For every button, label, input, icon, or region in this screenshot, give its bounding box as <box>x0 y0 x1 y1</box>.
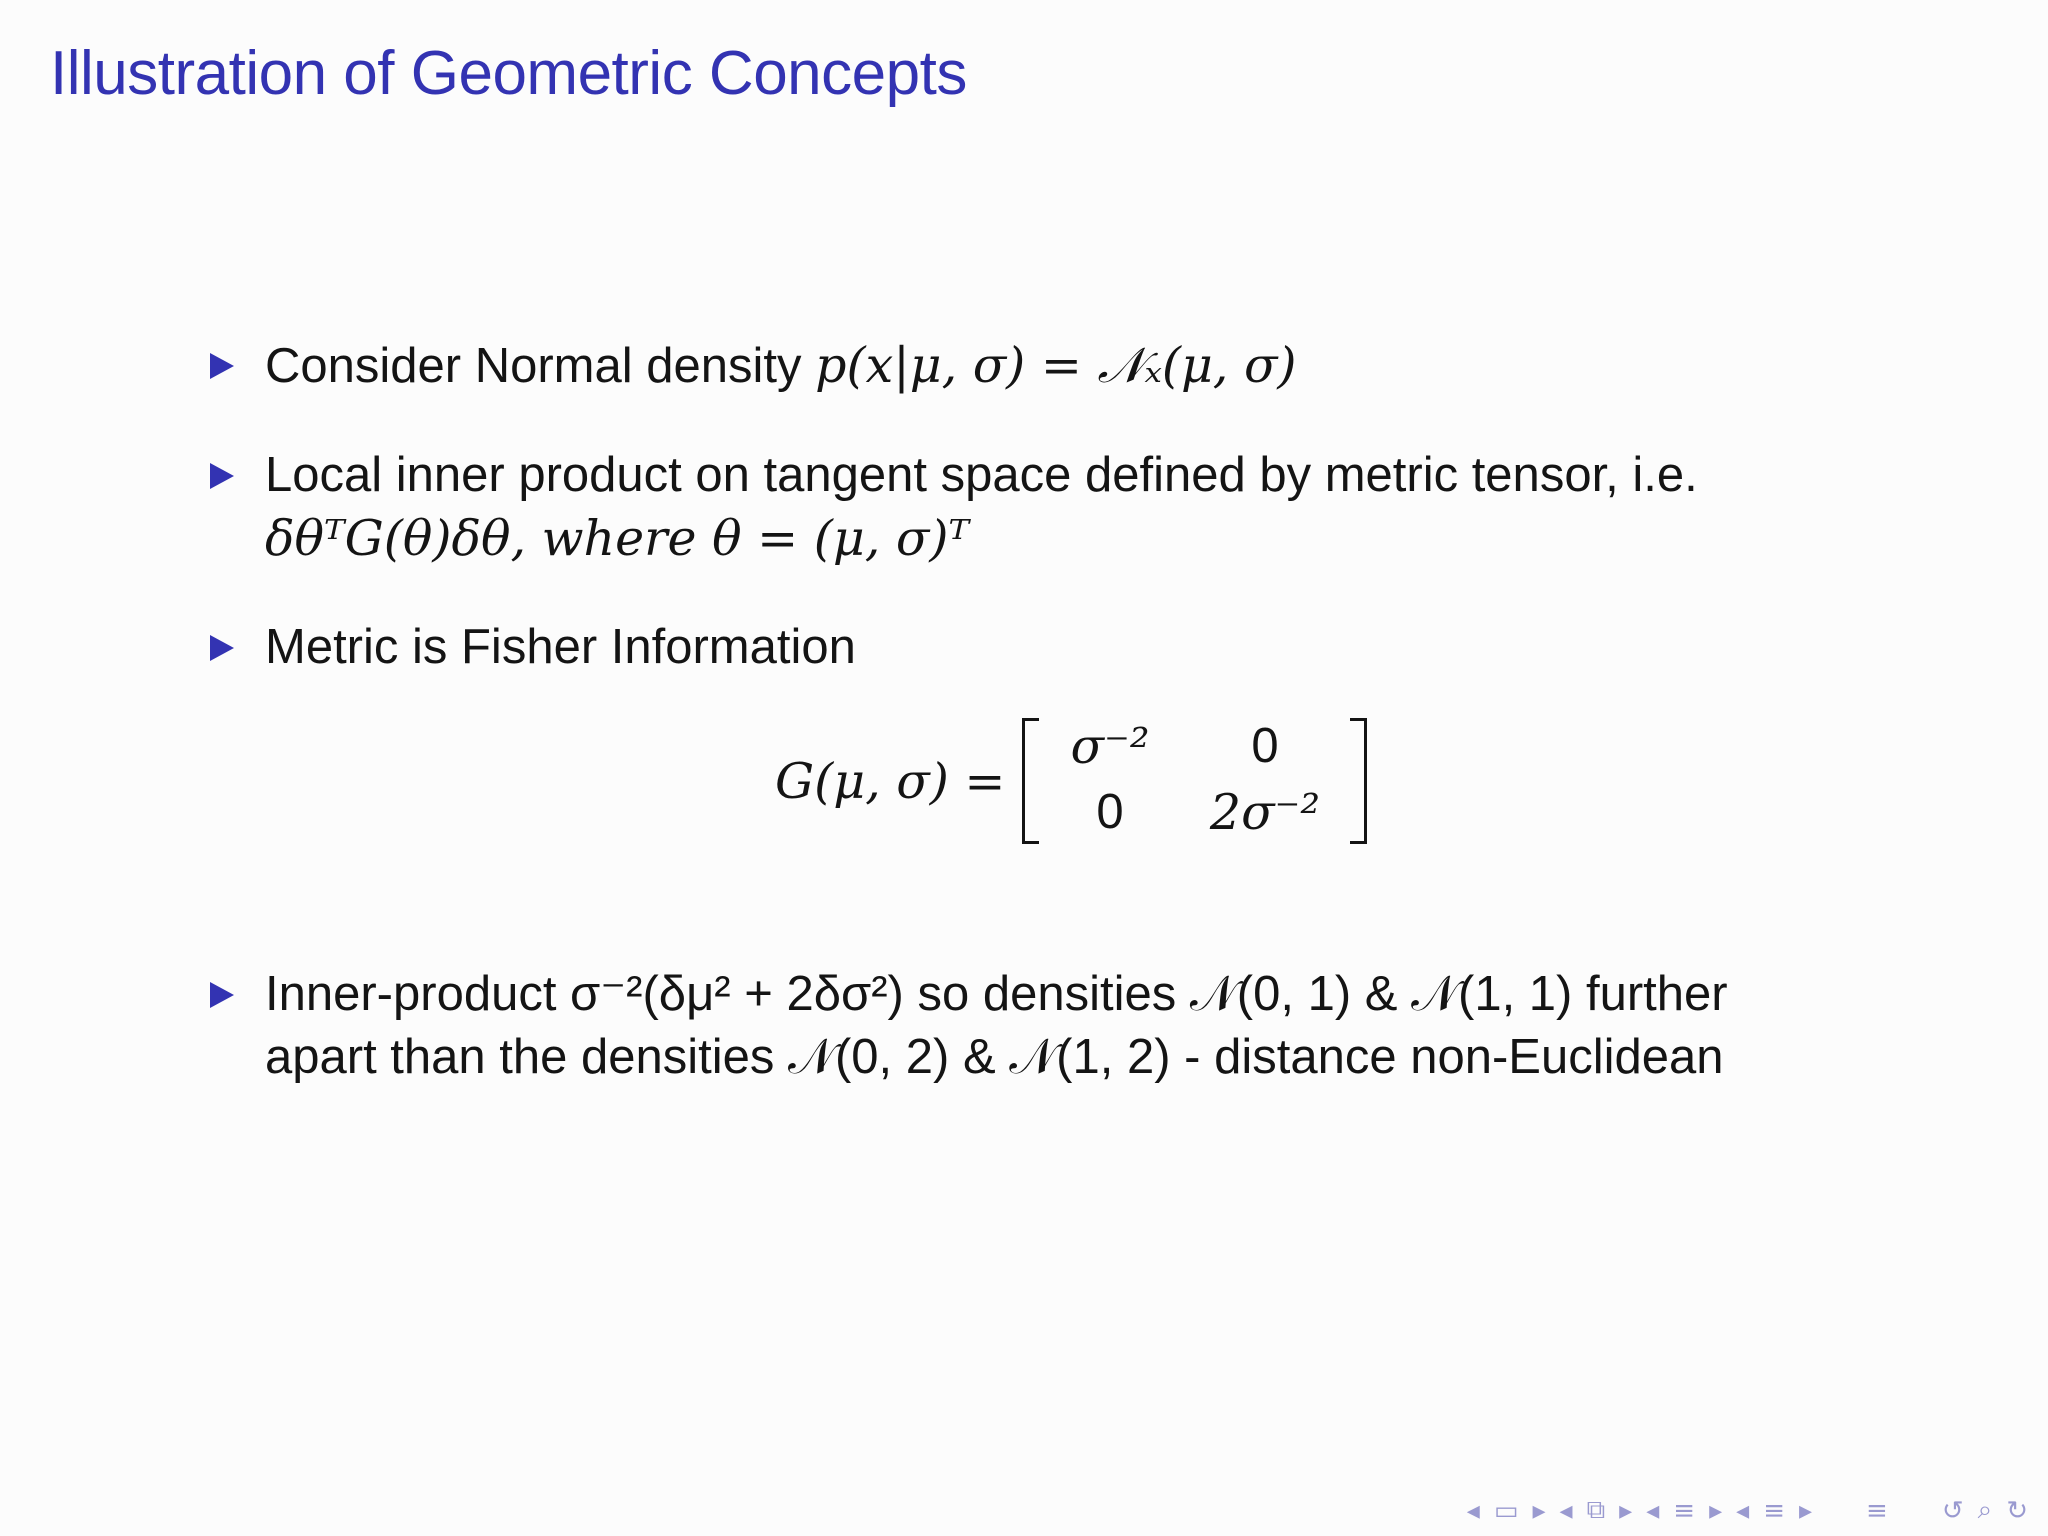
bullet-2-line-1: Local inner product on tangent space defined by metric tensor, i.e. <box>265 448 1698 502</box>
arrow-left-icon[interactable]: ◂ <box>1466 1495 1480 1526</box>
fisher-matrix-lhs: G(μ, σ) = <box>775 753 1006 810</box>
section-icon[interactable]: ≡ <box>1673 1495 1696 1526</box>
arrow-right-icon[interactable]: ▸ <box>1709 1495 1723 1526</box>
bullet-4-line-2: apart than the densities 𝒩(0, 2) & 𝒩(1, 2) - distance non-Euclidean <box>265 1030 1724 1084</box>
beamer-navigation-bar <box>1467 1495 2028 1526</box>
zoom-icon[interactable]: ⌕ <box>1977 1495 1993 1525</box>
arrow-right-icon[interactable]: ▸ <box>1532 1495 1546 1526</box>
arrow-right-icon[interactable]: ▸ <box>1798 1495 1813 1526</box>
bullet-marker-2 <box>210 463 234 489</box>
matrix-cell-12: 0 <box>1251 719 1279 773</box>
arrow-left-icon[interactable]: ◂ <box>1646 1495 1660 1526</box>
matrix-cell-22: 2σ⁻² <box>1209 784 1321 841</box>
bullet-1-text <box>265 337 1297 394</box>
metric-tensor-formula: δθᵀG(θ)δθ, where θ = (μ, σ)ᵀ <box>265 510 970 567</box>
matrix-left-bracket <box>1022 718 1039 844</box>
arrow-left-icon[interactable]: ◂ <box>1559 1495 1573 1526</box>
redo-icon[interactable]: ↻ <box>2006 1495 2028 1526</box>
subsection-icon[interactable]: ≡ <box>1763 1495 1785 1526</box>
bullet-4-line-1: Inner-product σ⁻²(δμ² + 2δσ²) so densities 𝒩(0, 1) & 𝒩(1, 1) further <box>265 967 1728 1021</box>
bullet-3-text: Metric is Fisher Information <box>265 620 856 674</box>
slide-title: Illustration of Geometric Concepts <box>50 39 967 108</box>
toc-icon[interactable]: ≡ <box>1866 1495 1888 1526</box>
matrix-right-bracket <box>1350 718 1367 844</box>
undo-icon[interactable]: ↺ <box>1941 1495 1964 1526</box>
frames-icon[interactable]: ⧉ <box>1586 1495 1606 1525</box>
bullet-marker-4 <box>210 982 234 1008</box>
matrix-cell-11: σ⁻² <box>1070 718 1150 775</box>
arrow-right-icon[interactable]: ▸ <box>1619 1495 1633 1526</box>
bullet-1-label: Consider Normal density <box>265 339 816 393</box>
arrow-left-icon[interactable]: ◂ <box>1736 1495 1750 1526</box>
frame-icon[interactable]: ▭ <box>1493 1495 1519 1526</box>
normal-density-formula: p(x|μ, σ) = 𝒩ₓ(μ, σ) <box>815 337 1297 394</box>
matrix-cell-21: 0 <box>1096 785 1124 839</box>
bullet-marker-3 <box>210 635 234 661</box>
bullet-marker-1 <box>210 353 234 379</box>
